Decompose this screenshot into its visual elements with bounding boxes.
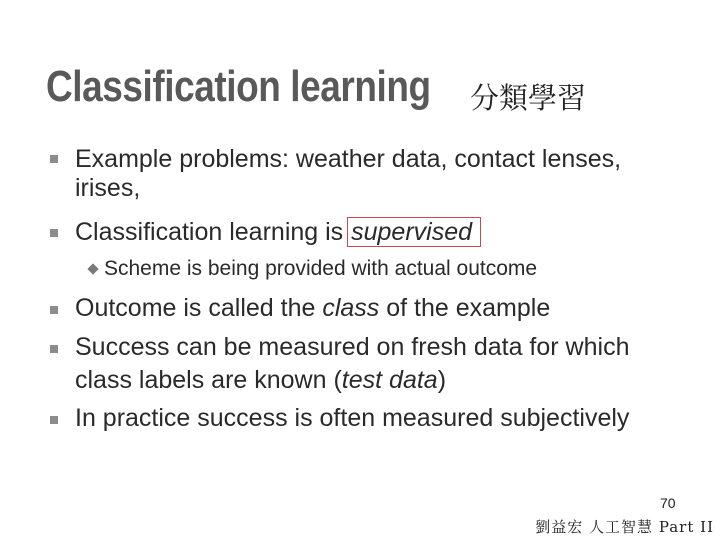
bullet-4-line-1: Success can be measured on fresh data for which bbox=[75, 333, 630, 361]
bullet-2 bbox=[75, 218, 481, 247]
page-number: 70 bbox=[660, 495, 676, 511]
supervised-term: supervised bbox=[351, 218, 473, 246]
bullet-4-suffix: ) bbox=[437, 366, 447, 394]
supervised-highlight bbox=[347, 217, 481, 247]
bullet-square-icon bbox=[50, 416, 58, 424]
title-chinese: 分類學習 bbox=[470, 81, 587, 115]
diamond-bullet-icon bbox=[87, 263, 98, 274]
bullet-1-line-1: Example problems: weather data, contact lenses, bbox=[75, 145, 622, 173]
sub-bullet-1: Scheme is being provided with actual outcome bbox=[104, 257, 538, 280]
title-text: Classification learning bbox=[46, 62, 431, 111]
bullet-3 bbox=[75, 294, 550, 323]
bullet-3-suffix: of the example bbox=[379, 294, 551, 322]
slide-title bbox=[46, 62, 504, 112]
bullet-square-icon bbox=[50, 345, 58, 353]
bullet-5: In practice success is often measured subjectively bbox=[75, 404, 630, 432]
bullet-3-prefix: Outcome is called the bbox=[75, 294, 323, 322]
bullet-square-icon bbox=[50, 155, 58, 163]
footer-author: 劉益宏 人工智慧 Part II bbox=[535, 518, 714, 536]
bullet-4-line-2 bbox=[75, 366, 446, 395]
bullet-square-icon bbox=[50, 229, 58, 237]
class-term: class bbox=[322, 294, 380, 322]
test-data-term: test data bbox=[341, 366, 438, 394]
bullet-1-line-2: irises, bbox=[75, 174, 141, 202]
bullet-4-prefix: class labels are known ( bbox=[75, 366, 342, 394]
bullet-square-icon bbox=[50, 306, 58, 314]
bullet-2-text: Classification learning is bbox=[75, 218, 351, 246]
